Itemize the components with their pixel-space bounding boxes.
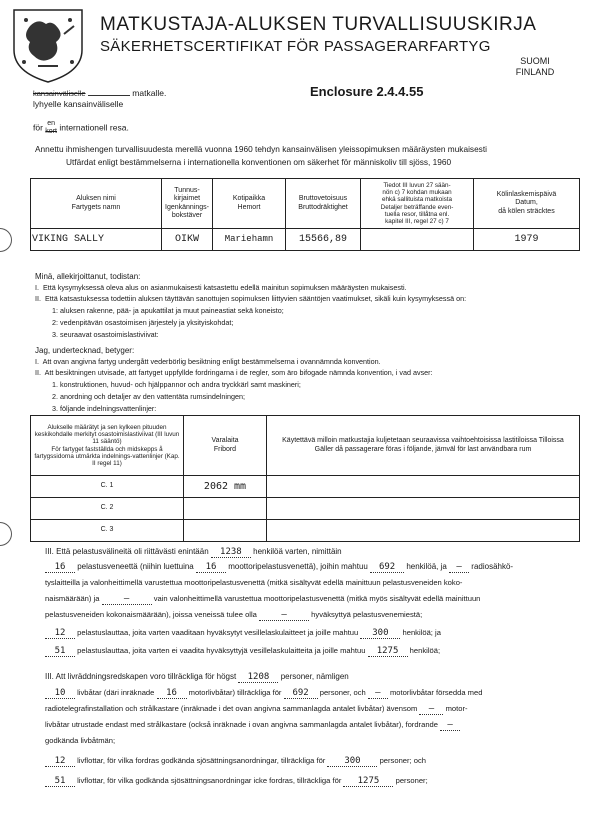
attest-sv-lead: Jag, undertecknad, betyger: — [35, 346, 135, 355]
punch-hole — [0, 522, 12, 546]
sub-row-freeboard: 2062 mm — [184, 476, 267, 498]
home-port: Mariehamn — [213, 229, 286, 251]
title-fi: MATKUSTAJA-ALUKSEN TURVALLISUUSKIRJA — [100, 14, 537, 35]
col-call-sign: Tunnus- kirjaimet Igenkännings- bokstäver — [162, 179, 213, 229]
sub-row-freeboard — [184, 498, 267, 520]
attest-fi-item1: 1: aluksen rakenne, pää- ja apukattilat ja muut paineastiat sekä koneisto; — [52, 306, 284, 315]
intro-fi: Annettu ihmishengen turvallisuudesta merellä vuonna 1960 tehdyn kansainvälisen yleissopimuksen määräysten mukaisesti — [35, 144, 487, 154]
s3-sv-line6: 12 livflottar, för vilka fordras godkända sjösättningsanordningar, tillräckliga för 300 personer; och — [45, 756, 426, 767]
s3-fi-line4: naismäärään) ja – vain valonheittimellä varustettua moottoripelastusvenettä (mitkä myös sisältyvät edellä mainittuun — [45, 594, 481, 604]
attest-sv-item1: 1. konstruktionen, huvud- och hjälppannor och andra tryckkärl samt maskineri; — [52, 380, 301, 389]
s3-sv-line1: III. Att livräddningsredskapen voro tillräckliga för högst 1208 personer, nämligen — [45, 672, 349, 682]
sub-row-label: C. 2 — [31, 498, 184, 520]
col-keel-date: Kölinlaskemispäivä Datum, då kölen sträcktes — [474, 179, 580, 229]
attest-sv-item3: 3. följande indelningsvattenlinjer: — [52, 404, 157, 413]
s3-sv-line5: godkända livbåtmän; — [45, 736, 116, 745]
country-fi: SUOMI — [520, 56, 550, 66]
s3-sv-line4: livbåtar utrustade endast med strålkastare (också inräknade i ovan angivna sammanlagda antalet livbåtar), fordrande – — [45, 720, 460, 731]
subdivision-row — [31, 476, 580, 498]
s3-sv-line2: 10 livbåtar (däri inräknade 16 motorlivbåtar) tillräckliga för 692 personer, och – motorlivbåtar försedda med — [45, 688, 482, 699]
total-persons-fi: 1238 — [211, 547, 251, 558]
sub-row-label: C. 1 — [31, 476, 184, 498]
voyage-line1: kansainväliselle matkalle. — [33, 88, 167, 98]
gross-tonnage: 15566,89 — [286, 229, 361, 251]
voyages — [361, 229, 474, 251]
attest-sv-i: I. Att ovan angivna fartyg undergått vederbörlig besiktning enligt bestämmelserna i ovannämnda konvention. — [35, 357, 381, 366]
attest-fi-item3: 3. seuraavat osastoimislastiviivat: — [52, 330, 159, 339]
ship-table-header — [31, 179, 580, 229]
en-option: en — [47, 120, 56, 127]
call-sign: OIKW — [162, 229, 213, 251]
country-sv: FINLAND — [515, 67, 555, 77]
s3-fi-line2: 16 pelastusveneettä (niihin luettuina 16 moottoripelastusvenettä), joihin mahtuu 692 henkilöä, ja – radiosähkö- — [45, 562, 513, 573]
keel-date: 1979 — [474, 229, 580, 251]
kort-option: kort — [45, 128, 57, 135]
ship-table — [30, 178, 580, 251]
col-voyages: Tiedot III luvun 27 sään- nön c) 7 kohdan mukaan ehkä sallituista matkoista Detaljer beträffande even- tuella resor, tillåtna enl. kapitel III, regel 27 c) 7 — [361, 179, 474, 229]
attest-sv-ii: II. Att besiktningen utvisade, att fartyget uppfyllde fordringarna i de regler, som äro bifogade nämnda konvention, i vad avser: — [35, 368, 433, 377]
attest-fi-i: I. Että kysymyksessä oleva alus on asianmukaisesti katsastettu edellä mainitun sopimuksen määräysten mukaisesti. — [35, 283, 407, 292]
struck-voyage: kansainväliselle — [33, 89, 86, 98]
sub-col-freeboard: Varalaita Fribord — [184, 416, 267, 476]
sub-col-spaces: Käytettävä milloin matkustajia kuljetetaan seuraavissa vaihtoehtoisissa lastitiloissa Tilloissa Gäller då passagerare föras i följande, jämväl för last användbara rum — [267, 416, 580, 476]
sub-col-lines: Alukselle määrätyt ja sen kylkeen pituuden keskikohdalle merkityt osastoimislastiviivat (III luvun 11 sääntö) För fartyget fastställda och midskepps å fartygssidorna utmärkta indelnings-vattenlinjer (Kap. II regel 11) — [31, 416, 184, 476]
finnish-lion-emblem-icon — [8, 6, 88, 84]
voyage-suffix: matkalle — [132, 88, 164, 98]
ship-name: VIKING SALLY — [31, 229, 162, 251]
intro-sv: Utfärdat enligt bestämmelserna i internationella konventionen om säkerhet för människoliv till sjöss, 1960 — [66, 157, 452, 167]
s3-fi-line1: III. Että pelastusvälineitä oli riittävästi enintään 1238 henkilöä varten, nimittäin — [45, 547, 342, 557]
s3-sv-line3: radiotelegrafinstallation och strålkastare (inräknade i det ovan angivna sammanlagda antalet livbåtar) ävensom – motor- — [45, 704, 468, 714]
sub-row-label: C. 3 — [31, 520, 184, 542]
voyage-line2: lyhyelle kansainväliselle — [33, 99, 124, 109]
attest-fi-item2: 2: vedenpitävän osastoimisen järjestely ja yksityiskohdat; — [52, 318, 234, 327]
s3-fi-line6: 12 pelastuslauttaa, joita varten vaaditaan hyväksytyt vesillelaskulaitteet ja joille mahtuu 300 henkilöä; ja — [45, 628, 441, 639]
s3-fi-line7: 51 pelastuslauttaa, joita varten ei vaadita hyväksyttyjä vesillelaskulaitteita ja joille mahtuu 1275 henkilöä; — [45, 646, 440, 657]
col-ship-name: Aluksen nimi Fartygets namn — [31, 179, 162, 229]
s3-fi-line5: pelastusveneiden kokonaismäärään), joissa veneissä tulee olla – hyväksyttyä pelastusvenemiestä; — [45, 610, 423, 620]
subdivision-row — [31, 520, 580, 542]
subdivision-header — [31, 416, 580, 476]
attest-fi-ii: II. Että katsastuksessa todettiin aluksen täyttävän sanottujen sopimuksen liittyvien sääntöjen vaatimukset, sikäli kuin kysymyksessä on: — [35, 294, 467, 303]
s3-sv-line7: 51 livflottar, för vilka godkända sjösättningsanordningar icke fordras, tillräckliga för 1275 personer; — [45, 776, 428, 787]
voyage-line3: för en kort internationell resa. — [33, 120, 129, 135]
ship-table-row — [31, 229, 580, 251]
punch-hole — [0, 228, 12, 252]
total-persons-sv: 1208 — [238, 672, 278, 683]
voyage-suffix-sv: internationell resa. — [59, 122, 129, 133]
title-sv: SÄKERHETSCERTIFIKAT FÖR PASSAGERARFARTYG — [100, 38, 491, 55]
sub-row-freeboard — [184, 520, 267, 542]
col-home-port: Kotipaikka Hemort — [213, 179, 286, 229]
s3-fi-line3: tyslaitteilla ja valonheittimellä varustettua moottoripelastusvenettä (mitkä sisältyvät edellä mainittuun pelastusveneiden koko- — [45, 578, 463, 587]
subdivision-row — [31, 498, 580, 520]
attest-fi-lead: Minä, allekirjoittanut, todistan: — [35, 272, 141, 281]
col-gross-tonnage: Bruttovetoisuus Bruttodräktighet — [286, 179, 361, 229]
attest-sv-item2: 2. anordning och detaljer av den vattentäta rumsindelningen; — [52, 392, 246, 401]
enclosure-number: Enclosure 2.4.4.55 — [310, 84, 424, 99]
subdivision-table — [30, 415, 580, 542]
